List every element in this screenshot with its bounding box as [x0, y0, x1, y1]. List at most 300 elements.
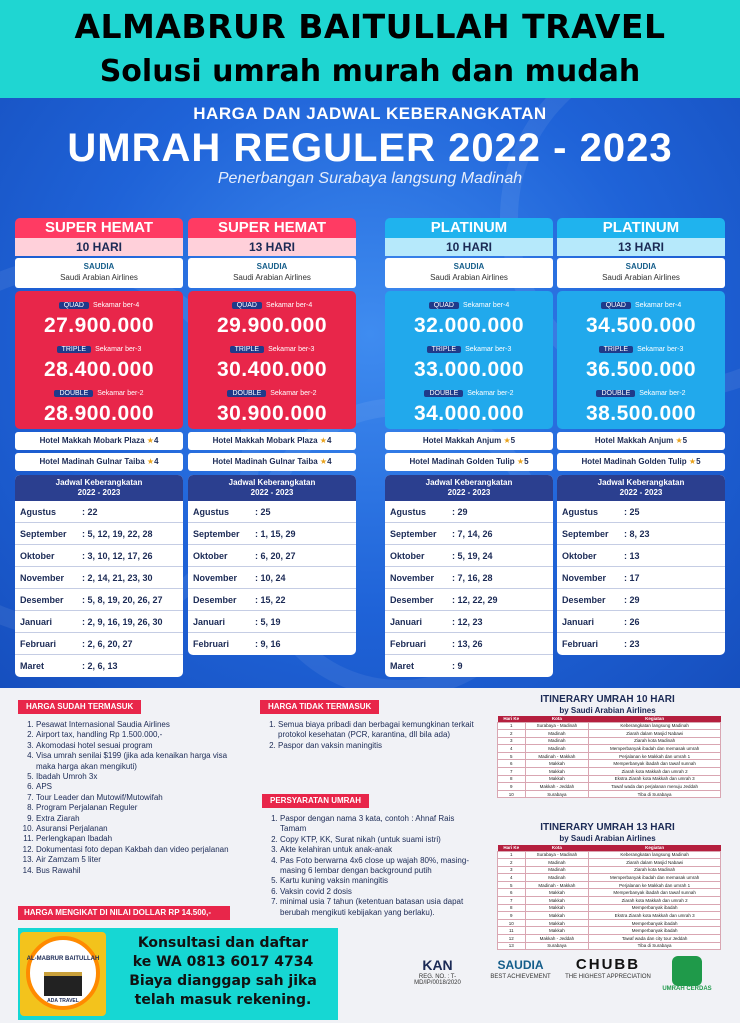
table-row	[498, 745, 721, 753]
room-tag	[420, 389, 517, 398]
airline-name: Saudi Arabian Airlines	[602, 273, 680, 282]
schedule-row	[188, 501, 356, 523]
price-value: 27.900.000	[43, 314, 155, 337]
table-cell: 7	[498, 768, 526, 776]
table-row	[498, 859, 721, 867]
table-row	[498, 866, 721, 874]
table-cell: 5	[498, 881, 526, 889]
table-cell: 9	[498, 783, 526, 791]
price-list	[188, 291, 356, 429]
schedule-row	[385, 633, 553, 655]
room-tag	[55, 301, 144, 310]
table-cell: 3	[498, 866, 526, 874]
hotel-stars: 4	[326, 436, 332, 445]
table-cell: Makkah	[525, 897, 589, 905]
schedule-row	[385, 501, 553, 523]
excluded-list	[260, 720, 475, 751]
airline-name: Saudi Arabian Airlines	[233, 273, 311, 282]
schedule-row	[385, 589, 553, 611]
table-row	[498, 722, 721, 730]
schedule-row	[15, 589, 183, 611]
kemenag-icon	[672, 956, 702, 986]
room-type: DOUBLE	[424, 390, 463, 397]
room-type: QUAD	[429, 302, 459, 309]
price-row	[563, 382, 719, 426]
schedule-dates: : 23	[624, 639, 640, 649]
table-cell: Makkah	[525, 768, 589, 776]
price-value: 34.000.000	[413, 402, 525, 425]
header-subtitle: Solusi umrah murah dan mudah	[99, 54, 641, 89]
table-cell: Makkah	[525, 904, 589, 912]
schedule-dates: : 1, 15, 29	[255, 529, 296, 539]
table-row	[498, 851, 721, 859]
list-item: 5. Kartu kuning vaksin maningitis	[280, 876, 482, 886]
package-name: SUPER HEMAT	[188, 218, 356, 238]
schedule-month: November	[390, 573, 435, 583]
airline-name: Saudi Arabian Airlines	[60, 273, 138, 282]
table-cell: Memperbanyak ibadah dan tawaf sunnah	[589, 889, 721, 897]
schedule-dates: : 7, 14, 26	[452, 529, 493, 539]
schedule-month: Januari	[562, 617, 595, 627]
room-note: Sekamar ber-2	[467, 390, 514, 397]
table-cell: Ziarah dalam Masjid Nabawi	[589, 730, 721, 738]
list-item: 10. Asuransi Perjalanan	[36, 824, 233, 834]
star-icon: ★	[514, 457, 525, 466]
airline-box	[557, 258, 725, 288]
room-type: DOUBLE	[596, 390, 635, 397]
hotel-row	[188, 453, 356, 471]
hotel-stars: 5	[524, 457, 529, 466]
hotel-stars: 4	[154, 457, 159, 466]
table-cell: 11	[498, 927, 526, 935]
room-note: Sekamar ber-3	[268, 346, 315, 353]
table-cell: Tiba di Surabaya	[589, 942, 721, 950]
schedule-dates: : 5, 8, 19, 20, 26, 27	[82, 595, 163, 605]
price-value: 33.000.000	[413, 358, 525, 381]
table-cell: Makkah - Jeddah	[525, 783, 589, 791]
schedule-dates: : 5, 12, 19, 22, 28	[82, 529, 153, 539]
schedule-dates: : 9	[452, 661, 463, 671]
price-value: 28.400.000	[43, 358, 155, 381]
schedule-dates: : 15, 22	[255, 595, 286, 605]
schedule-row	[557, 611, 725, 633]
included-list	[18, 720, 233, 876]
table-cell: 9	[498, 912, 526, 920]
schedule-month: Desember	[562, 595, 606, 605]
schedule-dates: : 2, 9, 16, 19, 26, 30	[82, 617, 163, 627]
partner-logos	[395, 956, 740, 1020]
price-value: 32.000.000	[413, 314, 525, 337]
table-cell: Makkah	[525, 927, 589, 935]
table-row	[498, 775, 721, 783]
table-cell: Memperbanyak ibadah dan tawaf sunnah	[589, 760, 721, 768]
hotel-stars: 5	[682, 436, 688, 445]
table-row	[498, 942, 721, 950]
table-cell: Makkah	[525, 889, 589, 897]
saudia-logo-icon: SAUDIA	[256, 262, 288, 271]
table-row	[498, 737, 721, 745]
table-cell: 1	[498, 851, 526, 859]
schedule-dates: : 13, 26	[452, 639, 483, 649]
table-cell: Makkah - Jeddah	[525, 935, 589, 943]
schedule-table	[557, 475, 725, 655]
header	[0, 0, 740, 98]
schedule-dates: : 2, 14, 21, 23, 30	[82, 573, 153, 583]
room-type: QUAD	[232, 302, 262, 309]
table-row	[498, 904, 721, 912]
schedule-month: Februari	[562, 639, 599, 649]
price-row	[563, 294, 719, 338]
package-duration: 10 HARI	[15, 238, 183, 256]
schedule-row	[385, 611, 553, 633]
room-note: Sekamar ber-4	[265, 302, 313, 309]
table-cell: Memperbanyak ibadah	[589, 904, 721, 912]
table-cell: 4	[498, 874, 526, 882]
table-cell: 6	[498, 760, 526, 768]
table-cell: 8	[498, 775, 526, 783]
room-note: Sekamar ber-2	[97, 390, 144, 397]
list-item: 11. Perlengkapan Ibadah	[36, 834, 233, 844]
itinerary-13-subtitle: by Saudi Arabian Airlines	[559, 834, 656, 843]
table-header-cell: Hari Ke	[498, 845, 526, 851]
room-tag	[592, 389, 689, 398]
package-name: PLATINUM	[385, 218, 553, 238]
table-cell: Memperbanyak ibadah dan memasak umrah	[589, 745, 721, 753]
table-cell: 8	[498, 904, 526, 912]
price-row	[21, 338, 177, 382]
schedule-row	[15, 501, 183, 523]
kan-sub: REG. NO. : T-MD/IP/0018/2020	[414, 974, 461, 986]
table-row	[498, 935, 721, 943]
schedule-dates: : 12, 23	[452, 617, 483, 627]
schedule-month: Desember	[20, 595, 64, 605]
schedule-dates: : 9, 16	[255, 639, 281, 649]
requirements-title: PERSYARATAN UMRAH	[262, 794, 369, 808]
schedule-row	[557, 501, 725, 523]
promo-text	[110, 934, 336, 1010]
schedule-dates: : 29	[452, 507, 468, 517]
table-cell: Makkah	[525, 760, 589, 768]
kan-logo: KAN REG. NO. : T-MD/IP/0018/2020	[400, 956, 475, 986]
table-header-cell: Kegiatan	[589, 716, 721, 722]
schedule-month: Maret	[20, 661, 45, 671]
schedule-row	[385, 523, 553, 545]
price-value: 30.400.000	[216, 358, 328, 381]
table-row	[498, 927, 721, 935]
table-cell: Makkah	[525, 775, 589, 783]
price-row	[391, 294, 547, 338]
table-cell: Memperbanyak ibadah	[589, 927, 721, 935]
airline-name: Saudi Arabian Airlines	[430, 273, 508, 282]
package-card	[385, 218, 553, 677]
price-row	[391, 338, 547, 382]
table-header-cell: Kota	[525, 716, 589, 722]
schedule-dates: : 6, 20, 27	[255, 551, 296, 561]
list-item: 2. Copy KTP, KK, Surat nikah (untuk suami istri)	[280, 835, 482, 845]
table-row	[498, 768, 721, 776]
star-icon: ★	[686, 457, 697, 466]
hotel-name: Hotel Madinah Golden Tulip	[581, 457, 687, 466]
room-note: Sekamar ber-3	[637, 346, 684, 353]
table-header-cell: Kota	[525, 845, 589, 851]
dollar-note: HARGA MENGIKAT DI NILAI DOLLAR RP 14.500,-	[18, 906, 230, 920]
room-tag	[597, 301, 686, 310]
list-item: 7. minimal usia 7 tahun (ketentuan batasan usia dapat berubah mengikuti kebijakan yang berlaku).	[280, 897, 482, 918]
list-item: 4. Pas Foto berwarna 4x6 close up wajah 80%, masing-masing 6 lembar dengan background putih	[280, 856, 482, 877]
room-note: Sekamar ber-4	[92, 302, 140, 309]
schedule-month: Oktober	[562, 551, 597, 561]
saudia-logo-icon: SAUDIA	[83, 262, 115, 271]
room-tag	[226, 345, 319, 354]
table-row	[498, 897, 721, 905]
schedule-title: Jadwal Keberangkatan	[425, 478, 513, 487]
hotel-row	[15, 453, 183, 471]
schedule-dates: : 25	[624, 507, 640, 517]
hotel-row	[188, 432, 356, 450]
itinerary-13-heading: ITINERARY UMRAH 13 HARI	[540, 822, 675, 833]
schedule-month: Agustus	[390, 507, 426, 517]
schedule-month: September	[390, 529, 437, 539]
schedule-row	[188, 589, 356, 611]
schedule-row	[557, 589, 725, 611]
header-title: ALMABRUR BAITULLAH TRAVEL	[74, 7, 666, 46]
promo-line[interactable]: ke WA 0813 6017 4734	[132, 954, 314, 970]
table-cell: Madinah	[525, 866, 589, 874]
table-cell: 10	[498, 790, 526, 798]
schedule-dates: : 29	[624, 595, 640, 605]
table-row	[498, 790, 721, 798]
table-header-cell: Hari Ke	[498, 716, 526, 722]
star-icon: ★	[501, 436, 511, 445]
banner-subtitle: Penerbangan Surabaya langsung Madinah	[217, 170, 523, 187]
table-cell: Ekstra Ziarah kota Makkah dan umrah 3	[589, 775, 721, 783]
saudia-sub: BEST ACHIEVEMENT	[490, 974, 551, 980]
schedule-row	[188, 611, 356, 633]
schedule-month: Januari	[20, 617, 53, 627]
room-type: TRIPLE	[230, 346, 265, 353]
schedule-row	[385, 545, 553, 567]
schedule-row	[188, 633, 356, 655]
room-tag	[228, 301, 317, 310]
price-value: 34.500.000	[585, 314, 697, 337]
package-duration: 13 HARI	[188, 238, 356, 256]
table-cell: Perjalanan ke Makkah dan umrah 1	[589, 752, 721, 760]
badge-sub: ADA TRAVEL	[47, 998, 79, 1004]
info-section	[0, 688, 740, 1023]
room-type: TRIPLE	[599, 346, 634, 353]
promo-line: Konsultasi dan daftar	[137, 935, 309, 951]
table-cell: Surabaya - Madinah	[525, 851, 589, 859]
hotel-name: Hotel Makkah Mobark Plaza	[39, 436, 145, 445]
schedule-row	[188, 545, 356, 567]
table-cell: Ziarah kota Makkah dan umrah 2	[589, 897, 721, 905]
table-cell: Madinah	[525, 745, 589, 753]
umrah-cerdas-logo: UMRAH CERDAS	[657, 956, 717, 992]
schedule-row	[15, 545, 183, 567]
star-icon: ★	[144, 457, 155, 466]
schedule-header	[15, 475, 183, 501]
room-type: TRIPLE	[57, 346, 92, 353]
schedule-dates: : 12, 22, 29	[452, 595, 498, 605]
room-type: QUAD	[59, 302, 89, 309]
list-item: 12. Dokumentasi foto depan Kakbah dan video perjalanan	[36, 845, 233, 855]
price-row	[194, 382, 350, 426]
schedule-dates: : 25	[255, 507, 271, 517]
table-cell: Memperbanyak ibadah dan memasak umrah	[589, 874, 721, 882]
schedule-header	[385, 475, 553, 501]
price-list	[385, 291, 553, 429]
saudia-logo-icon: SAUDIA	[453, 262, 485, 271]
badge-name: AL-MABRUR BAITULLAH	[26, 956, 100, 962]
hotel-name: Hotel Makkah Anjum	[594, 436, 674, 445]
airline-box	[385, 258, 553, 288]
price-row	[21, 294, 177, 338]
room-tag	[425, 301, 514, 310]
schedule-month: Agustus	[20, 507, 56, 517]
airline-box	[15, 258, 183, 288]
list-item: 6. APS	[36, 782, 233, 792]
hotel-stars: 5	[510, 436, 516, 445]
schedule-month: November	[20, 573, 65, 583]
schedule-month: Oktober	[193, 551, 228, 561]
schedule-years: 2022 - 2023	[619, 488, 663, 497]
room-tag	[423, 345, 516, 354]
schedule-month: Maret	[390, 661, 415, 671]
kaaba-icon	[44, 972, 82, 996]
schedule-table	[385, 475, 553, 677]
price-value: 36.500.000	[585, 358, 697, 381]
schedule-dates: : 2, 6, 20, 27	[82, 639, 133, 649]
room-note: Sekamar ber-2	[639, 390, 686, 397]
hotel-row	[385, 432, 553, 450]
table-cell: 2	[498, 730, 526, 738]
table-header-cell: Kegiatan	[589, 845, 721, 851]
schedule-month: September	[562, 529, 609, 539]
table-cell: Madinah	[525, 737, 589, 745]
itinerary-10-heading: ITINERARY UMRAH 10 HARI	[540, 694, 675, 705]
schedule-month: Oktober	[20, 551, 55, 561]
list-item: 9. Extra Ziarah	[36, 814, 233, 824]
table-cell: Keberangkatan langsung Madinah	[589, 851, 721, 859]
schedule-header	[188, 475, 356, 501]
schedule-title: Jadwal Keberangkatan	[228, 478, 316, 487]
price-banner	[0, 98, 740, 688]
list-item: 1. Paspor dengan nama 3 kata, contoh : Ahnaf Rais Tamam	[280, 814, 482, 835]
hotel-name: Hotel Madinah Gulnar Taiba	[39, 457, 145, 466]
schedule-month: Februari	[20, 639, 57, 649]
room-type: TRIPLE	[427, 346, 462, 353]
itinerary-10-table	[497, 716, 721, 798]
promo-line: Biaya dianggap sah jika	[129, 973, 317, 989]
excluded-title: HARGA TIDAK TERMASUK	[260, 700, 379, 714]
schedule-month: Januari	[193, 617, 226, 627]
included-title: HARGA SUDAH TERMASUK	[18, 700, 141, 714]
chubb-sub: THE HIGHEST APPRECIATION	[565, 974, 651, 980]
table-cell: Madinah - Makkah	[525, 881, 589, 889]
schedule-dates: : 3, 10, 12, 17, 26	[82, 551, 153, 561]
schedule-dates: : 2, 6, 13	[82, 661, 118, 671]
room-type: DOUBLE	[54, 390, 93, 397]
list-item: 1. Semua biaya pribadi dan berbagai kemungkinan terkait protokol kesehatan (PCR, karantina, dll bila ada)	[278, 720, 475, 741]
hotel-row	[385, 453, 553, 471]
room-tag	[53, 345, 146, 354]
itinerary-10-subtitle: by Saudi Arabian Airlines	[559, 706, 656, 715]
schedule-row	[188, 567, 356, 589]
table-cell: Madinah - Makkah	[525, 752, 589, 760]
list-item: 1. Pesawat Internasional Saudia Airlines	[36, 720, 233, 730]
list-item: 8. Program Perjalanan Reguler	[36, 803, 233, 813]
schedule-row	[15, 655, 183, 677]
table-row	[498, 752, 721, 760]
hotel-stars: 4	[153, 436, 159, 445]
table-cell: Ekstra Ziarah kota Makkah dan umrah 3	[589, 912, 721, 920]
hotel-name: Hotel Madinah Gulnar Taiba	[212, 457, 318, 466]
room-tag	[595, 345, 688, 354]
price-row	[563, 338, 719, 382]
schedule-month: November	[562, 573, 607, 583]
package-name: PLATINUM	[557, 218, 725, 238]
promo-box	[18, 928, 338, 1020]
table-cell: 4	[498, 745, 526, 753]
list-item: 6. Vaksin covid 2 dosis	[280, 887, 482, 897]
requirements-list	[262, 814, 482, 918]
itinerary-13-table	[497, 845, 721, 950]
chubb-logo: CHUBB THE HIGHEST APPRECIATION	[563, 956, 653, 980]
schedule-row	[188, 523, 356, 545]
table-cell: Ziarah dalam Masjid Nabawi	[589, 859, 721, 867]
hotel-name: Hotel Makkah Mobark Plaza	[212, 436, 318, 445]
table-cell: Keberangkatan langsung Madinah	[589, 722, 721, 730]
table-row	[498, 874, 721, 882]
package-duration: 13 HARI	[557, 238, 725, 256]
table-cell: 10	[498, 919, 526, 927]
schedule-dates: : 17	[624, 573, 640, 583]
price-row	[21, 382, 177, 426]
schedule-row	[385, 655, 553, 677]
table-cell: 5	[498, 752, 526, 760]
table-cell: Ziarah kota Madinah	[589, 737, 721, 745]
list-item: 13. Air Zamzam 5 liter	[36, 855, 233, 865]
schedule-month: Oktober	[390, 551, 425, 561]
package-card	[557, 218, 725, 655]
room-note: Sekamar ber-3	[95, 346, 142, 353]
airline-box	[188, 258, 356, 288]
table-cell: 1	[498, 722, 526, 730]
agency-badge	[20, 932, 106, 1016]
schedule-month: September	[20, 529, 67, 539]
room-tag	[223, 389, 320, 398]
schedule-month: Desember	[193, 595, 237, 605]
price-list	[15, 291, 183, 429]
schedule-row	[15, 567, 183, 589]
schedule-row	[15, 633, 183, 655]
schedule-dates: : 22	[82, 507, 98, 517]
price-row	[194, 294, 350, 338]
schedule-month: Januari	[390, 617, 423, 627]
table-cell: Surabaya	[525, 790, 589, 798]
schedule-row	[557, 633, 725, 655]
hotel-row	[557, 453, 725, 471]
schedule-month: Februari	[193, 639, 230, 649]
table-cell: Makkah	[525, 912, 589, 920]
table-cell: Tawaf wada dan perjalanan menuju Jeddah	[589, 783, 721, 791]
saudia-logo-icon: SAUDIA	[625, 262, 657, 271]
list-item: 2. Airport tax, handling Rp 1.500.000,-	[36, 730, 233, 740]
schedule-month: Februari	[390, 639, 427, 649]
schedule-row	[15, 523, 183, 545]
room-note: Sekamar ber-3	[465, 346, 512, 353]
table-cell: Ziarah kota Madinah	[589, 866, 721, 874]
